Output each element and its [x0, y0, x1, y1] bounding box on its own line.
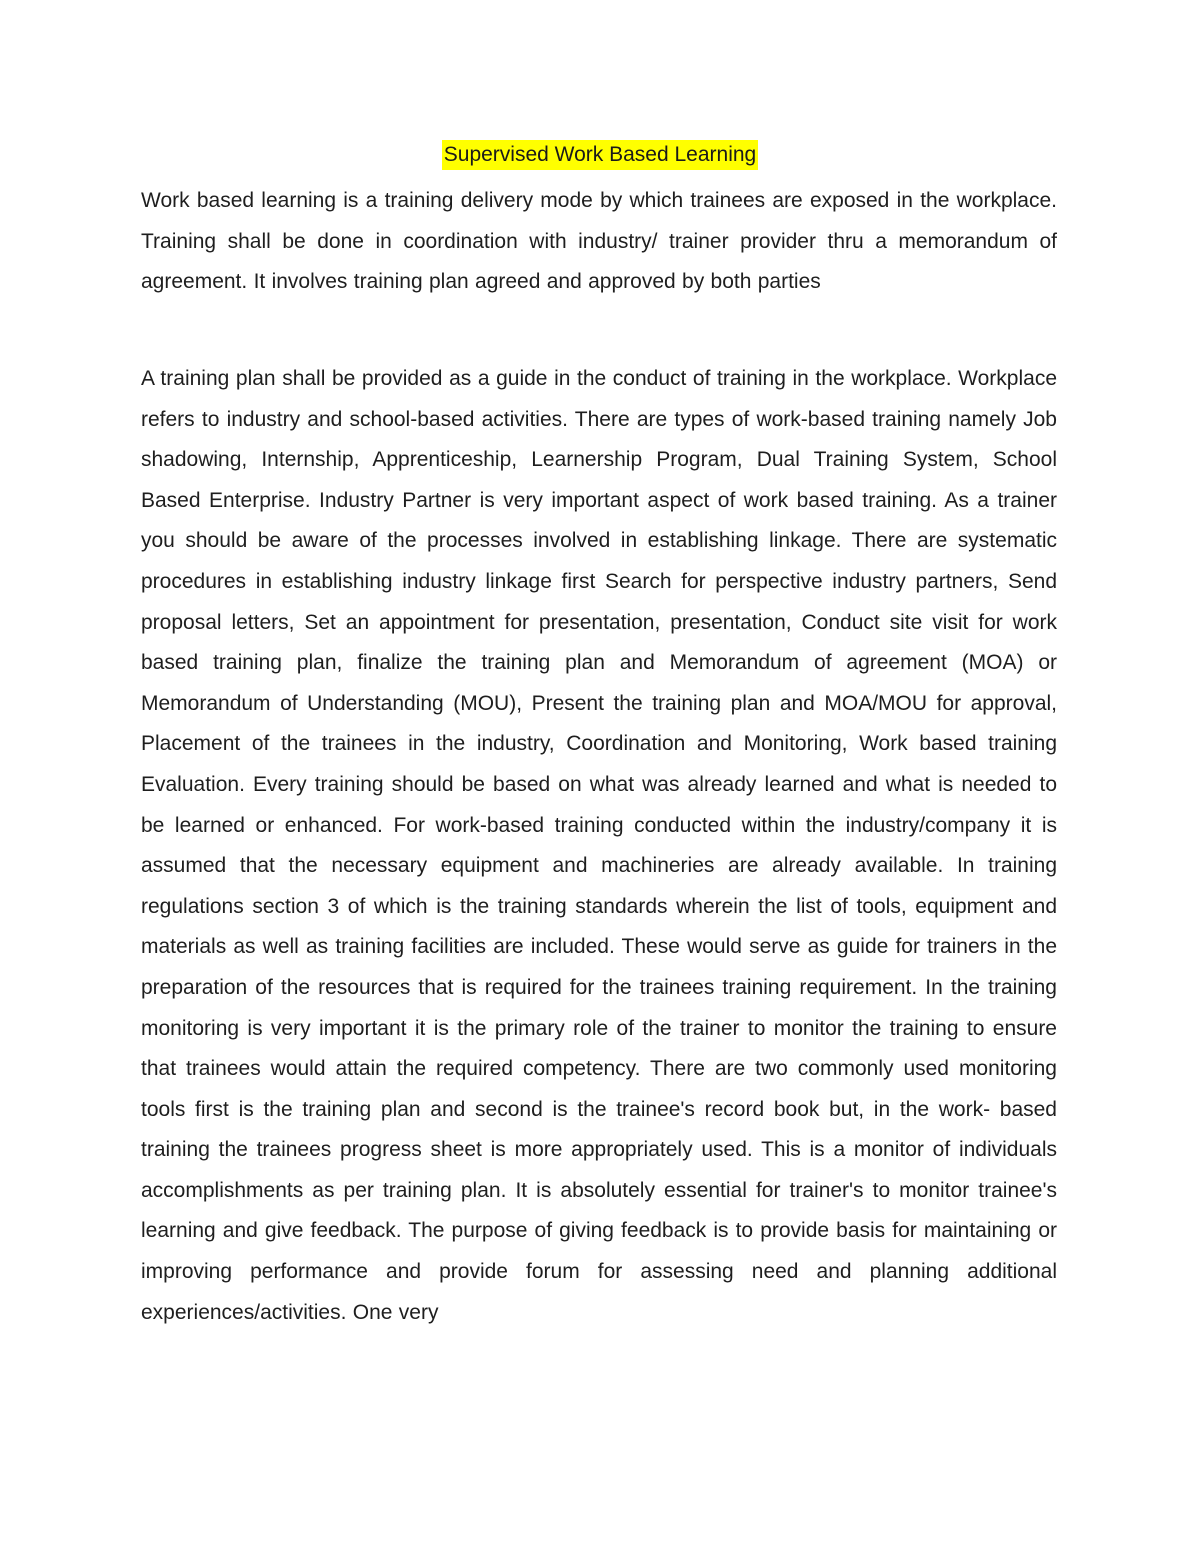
- paragraph-intro: Work based learning is a training delivery mode by which trainees are exposed in the workplace. Training shall be done in coordination with industry/ trainer provider thru a memorandum of agreement. It involves training plan agreed and approved by both parties: [141, 189, 1057, 294]
- document-title: Supervised Work Based Learning: [442, 140, 758, 170]
- title-container: [0, 140, 1200, 170]
- paragraph-body: A training plan shall be provided as a guide in the conduct of training in the workplace. Workplace refers to industry and school-based activities. There are types of work-based training namely Job shadowing, Internship, Apprenticeship, Learnership Program, Dual Training System, School Based Enterprise. Industry Partner is very important aspect of work based training. As a trainer you should be aware of the processes involved in establishing linkage. There are systematic procedures in establishing industry linkage first Search for perspective industry partners, Send proposal letters, Set an appointment for presentation, presentation, Conduct site visit for work based training plan, finalize the training plan and Memorandum of agreement (MOA) or Memorandum of Understanding (MOU), Present the training plan and MOA/MOU for approval, Placement of the trainees in the industry, Coordination and Monitoring, Work based training Evaluation. Every training should be based on what was already learned and what is needed to be learned or enhanced. For work-based training conducted within the industry/company it is assumed that the necessary equipment and machineries are already available. In training regulations section 3 of which is the training standards wherein the list of tools, equipment and materials as well as training facilities are included. These would serve as guide for trainers in the preparation of the resources that is required for the trainees training requirement. In the training monitoring is very important it is the primary role of the trainer to monitor the training to ensure that trainees would attain the required competency. There are two commonly used monitoring tools first is the training plan and second is the trainee's record book but, in the work- based training the trainees progress sheet is more appropriately used. This is a monitor of individuals accomplishments as per training plan. It is absolutely essential for trainer's to monitor trainee's learning and give feedback. The purpose of giving feedback is to provide basis for maintaining or improving performance and provide forum for assessing need and planning additional experiences/activities. One very: [141, 367, 1057, 1324]
